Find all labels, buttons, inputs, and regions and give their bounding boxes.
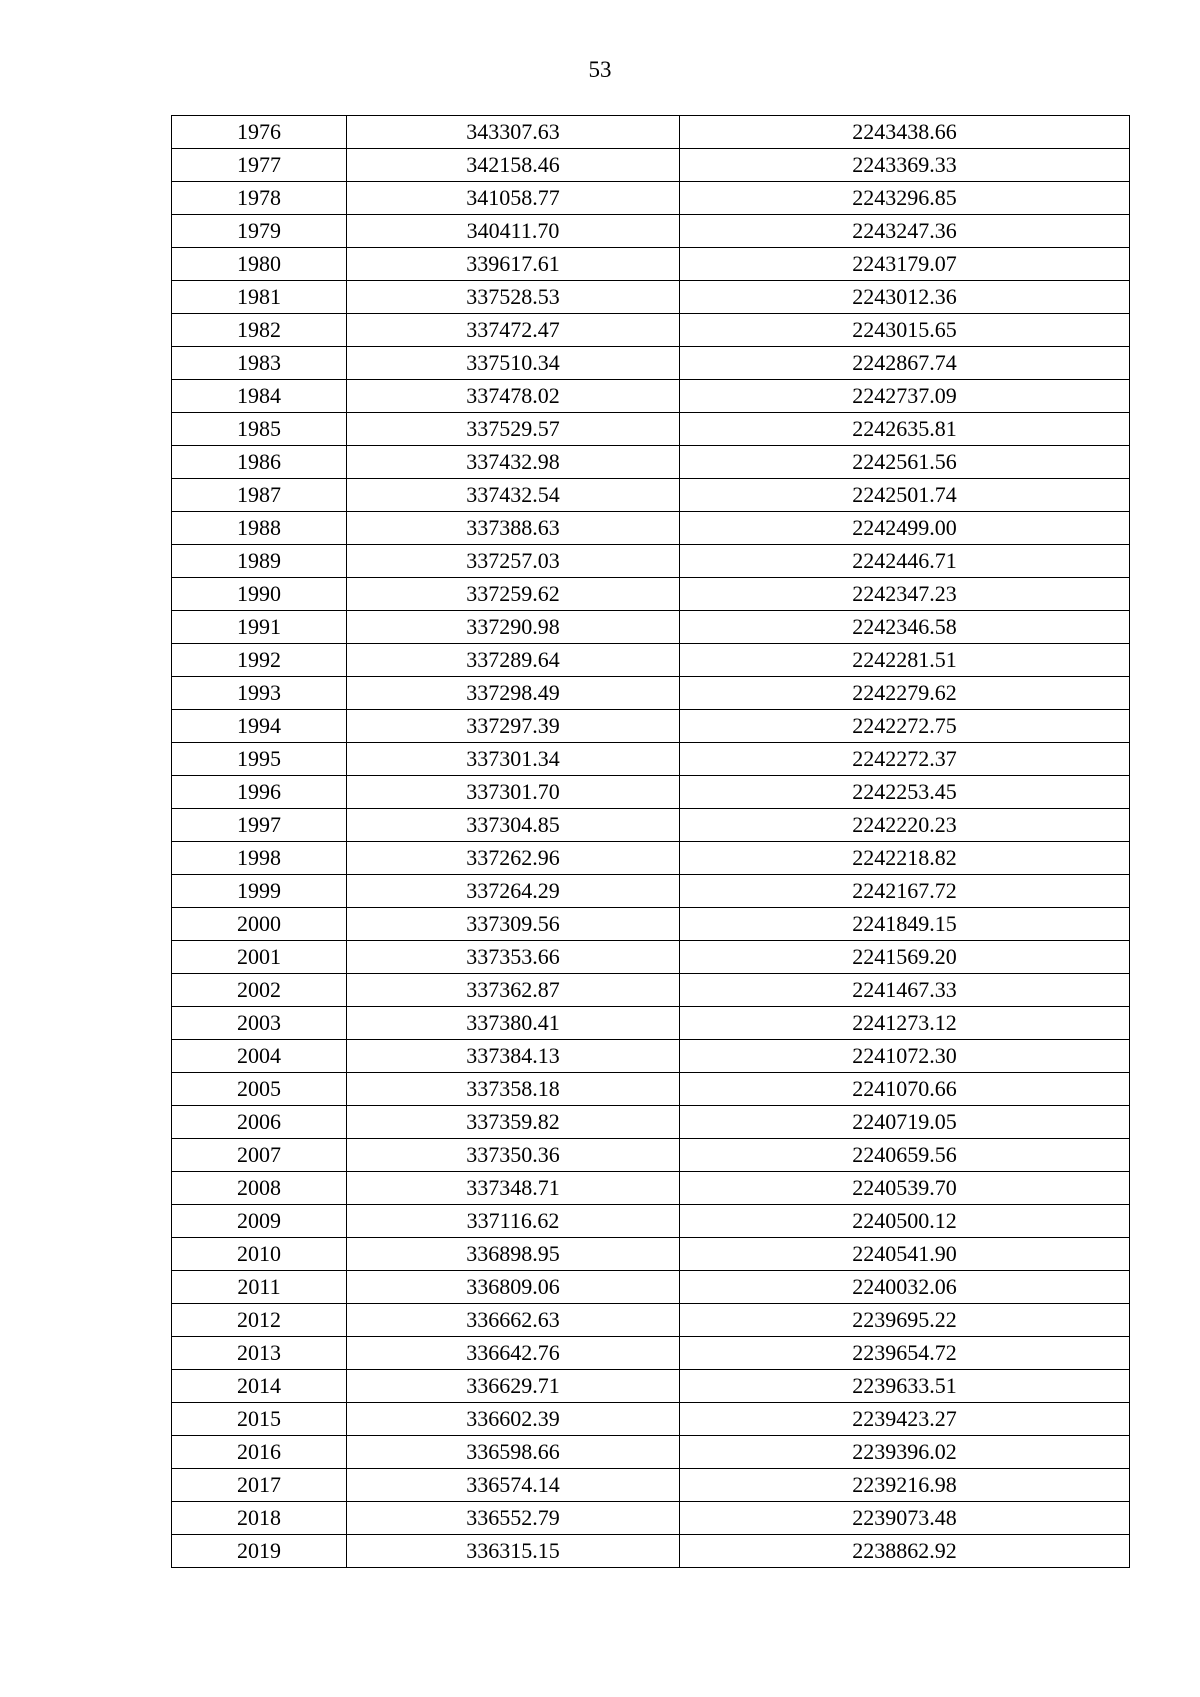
year-cell: 2001 (172, 941, 347, 974)
table-row (172, 281, 1130, 314)
year-cell: 1997 (172, 809, 347, 842)
value-b-cell: 2242501.74 (680, 479, 1130, 512)
value-a-cell: 337290.98 (347, 611, 680, 644)
value-a-cell: 337257.03 (347, 545, 680, 578)
table-row (172, 1007, 1130, 1040)
data-table (171, 115, 1130, 1568)
year-cell: 2010 (172, 1238, 347, 1271)
value-a-cell: 337358.18 (347, 1073, 680, 1106)
value-a-cell: 337362.87 (347, 974, 680, 1007)
year-cell: 1996 (172, 776, 347, 809)
value-b-cell: 2242737.09 (680, 380, 1130, 413)
table-row (172, 875, 1130, 908)
value-a-cell: 336642.76 (347, 1337, 680, 1370)
table-row (172, 842, 1130, 875)
value-b-cell: 2239695.22 (680, 1304, 1130, 1337)
value-a-cell: 337297.39 (347, 710, 680, 743)
table-row (172, 446, 1130, 479)
value-a-cell: 343307.63 (347, 116, 680, 149)
value-b-cell: 2243012.36 (680, 281, 1130, 314)
value-a-cell: 337478.02 (347, 380, 680, 413)
table-row (172, 1337, 1130, 1370)
table-row (172, 314, 1130, 347)
value-a-cell: 337298.49 (347, 677, 680, 710)
year-cell: 1980 (172, 248, 347, 281)
value-b-cell: 2242279.62 (680, 677, 1130, 710)
year-cell: 2011 (172, 1271, 347, 1304)
table-row (172, 1172, 1130, 1205)
table-row (172, 1304, 1130, 1337)
year-cell: 1990 (172, 578, 347, 611)
table-row (172, 611, 1130, 644)
year-cell: 2014 (172, 1370, 347, 1403)
value-b-cell: 2239654.72 (680, 1337, 1130, 1370)
value-a-cell: 336809.06 (347, 1271, 680, 1304)
value-a-cell: 336598.66 (347, 1436, 680, 1469)
year-cell: 2005 (172, 1073, 347, 1106)
year-cell: 2015 (172, 1403, 347, 1436)
value-b-cell: 2242446.71 (680, 545, 1130, 578)
value-b-cell: 2241070.66 (680, 1073, 1130, 1106)
table-row (172, 479, 1130, 512)
table-row (172, 677, 1130, 710)
year-cell: 2002 (172, 974, 347, 1007)
table-row (172, 1469, 1130, 1502)
value-b-cell: 2242635.81 (680, 413, 1130, 446)
value-a-cell: 336629.71 (347, 1370, 680, 1403)
value-b-cell: 2238862.92 (680, 1535, 1130, 1568)
value-b-cell: 2243179.07 (680, 248, 1130, 281)
value-b-cell: 2243247.36 (680, 215, 1130, 248)
table-row (172, 1535, 1130, 1568)
year-cell: 2012 (172, 1304, 347, 1337)
year-cell: 1977 (172, 149, 347, 182)
table-row (172, 215, 1130, 248)
value-b-cell: 2241072.30 (680, 1040, 1130, 1073)
value-a-cell: 341058.77 (347, 182, 680, 215)
value-b-cell: 2241569.20 (680, 941, 1130, 974)
year-cell: 1986 (172, 446, 347, 479)
year-cell: 2013 (172, 1337, 347, 1370)
value-b-cell: 2240541.90 (680, 1238, 1130, 1271)
value-b-cell: 2239633.51 (680, 1370, 1130, 1403)
value-a-cell: 337432.98 (347, 446, 680, 479)
table-row (172, 413, 1130, 446)
table-row (172, 644, 1130, 677)
table-row (172, 182, 1130, 215)
value-b-cell: 2242347.23 (680, 578, 1130, 611)
year-cell: 2008 (172, 1172, 347, 1205)
value-a-cell: 336315.15 (347, 1535, 680, 1568)
year-cell: 2000 (172, 908, 347, 941)
value-a-cell: 336552.79 (347, 1502, 680, 1535)
value-a-cell: 337529.57 (347, 413, 680, 446)
year-cell: 1995 (172, 743, 347, 776)
year-cell: 1993 (172, 677, 347, 710)
table-row (172, 347, 1130, 380)
table-row (172, 1073, 1130, 1106)
year-cell: 1987 (172, 479, 347, 512)
value-a-cell: 336602.39 (347, 1403, 680, 1436)
value-a-cell: 336898.95 (347, 1238, 680, 1271)
value-b-cell: 2241467.33 (680, 974, 1130, 1007)
value-b-cell: 2243438.66 (680, 116, 1130, 149)
value-b-cell: 2242499.00 (680, 512, 1130, 545)
year-cell: 2017 (172, 1469, 347, 1502)
table-row (172, 1040, 1130, 1073)
value-b-cell: 2242253.45 (680, 776, 1130, 809)
table-row (172, 1370, 1130, 1403)
value-b-cell: 2241273.12 (680, 1007, 1130, 1040)
table-row (172, 1436, 1130, 1469)
value-b-cell: 2240659.56 (680, 1139, 1130, 1172)
value-a-cell: 337301.70 (347, 776, 680, 809)
table-row (172, 809, 1130, 842)
table-row (172, 149, 1130, 182)
table-row (172, 974, 1130, 1007)
value-a-cell: 337350.36 (347, 1139, 680, 1172)
value-a-cell: 337380.41 (347, 1007, 680, 1040)
value-b-cell: 2243296.85 (680, 182, 1130, 215)
value-a-cell: 337304.85 (347, 809, 680, 842)
year-cell: 2019 (172, 1535, 347, 1568)
value-b-cell: 2239216.98 (680, 1469, 1130, 1502)
table-row (172, 776, 1130, 809)
value-a-cell: 337301.34 (347, 743, 680, 776)
value-b-cell: 2242281.51 (680, 644, 1130, 677)
value-b-cell: 2243015.65 (680, 314, 1130, 347)
year-cell: 1992 (172, 644, 347, 677)
year-cell: 1994 (172, 710, 347, 743)
year-cell: 1988 (172, 512, 347, 545)
table-row (172, 1205, 1130, 1238)
value-a-cell: 337510.34 (347, 347, 680, 380)
year-cell: 1989 (172, 545, 347, 578)
year-cell: 1985 (172, 413, 347, 446)
table-row (172, 743, 1130, 776)
table-row (172, 1403, 1130, 1436)
value-b-cell: 2239423.27 (680, 1403, 1130, 1436)
value-a-cell: 337472.47 (347, 314, 680, 347)
value-a-cell: 337432.54 (347, 479, 680, 512)
table-row (172, 710, 1130, 743)
year-cell: 1979 (172, 215, 347, 248)
table-row (172, 1502, 1130, 1535)
page-number: 53 (588, 57, 612, 82)
table-body (172, 116, 1130, 1568)
table-row (172, 1106, 1130, 1139)
year-cell: 1991 (172, 611, 347, 644)
value-b-cell: 2242346.58 (680, 611, 1130, 644)
table-row (172, 1271, 1130, 1304)
value-b-cell: 2239073.48 (680, 1502, 1130, 1535)
value-a-cell: 339617.61 (347, 248, 680, 281)
value-b-cell: 2239396.02 (680, 1436, 1130, 1469)
year-cell: 1984 (172, 380, 347, 413)
table-row (172, 512, 1130, 545)
year-cell: 1978 (172, 182, 347, 215)
year-cell: 2007 (172, 1139, 347, 1172)
value-b-cell: 2242218.82 (680, 842, 1130, 875)
value-a-cell: 337262.96 (347, 842, 680, 875)
table-row (172, 545, 1130, 578)
value-b-cell: 2240500.12 (680, 1205, 1130, 1238)
year-cell: 2004 (172, 1040, 347, 1073)
year-cell: 2009 (172, 1205, 347, 1238)
value-a-cell: 337348.71 (347, 1172, 680, 1205)
year-cell: 1982 (172, 314, 347, 347)
value-a-cell: 337388.63 (347, 512, 680, 545)
value-a-cell: 337309.56 (347, 908, 680, 941)
value-b-cell: 2242272.75 (680, 710, 1130, 743)
value-b-cell: 2242220.23 (680, 809, 1130, 842)
value-b-cell: 2241849.15 (680, 908, 1130, 941)
value-a-cell: 337359.82 (347, 1106, 680, 1139)
value-a-cell: 337353.66 (347, 941, 680, 974)
year-cell: 2018 (172, 1502, 347, 1535)
value-a-cell: 337289.64 (347, 644, 680, 677)
value-a-cell: 342158.46 (347, 149, 680, 182)
table-row (172, 1238, 1130, 1271)
value-a-cell: 336574.14 (347, 1469, 680, 1502)
table-row (172, 116, 1130, 149)
year-cell: 2006 (172, 1106, 347, 1139)
value-a-cell: 340411.70 (347, 215, 680, 248)
table-row (172, 380, 1130, 413)
value-a-cell: 336662.63 (347, 1304, 680, 1337)
table-row (172, 578, 1130, 611)
year-cell: 1976 (172, 116, 347, 149)
value-b-cell: 2240032.06 (680, 1271, 1130, 1304)
value-b-cell: 2242561.56 (680, 446, 1130, 479)
year-cell: 1981 (172, 281, 347, 314)
year-cell: 1998 (172, 842, 347, 875)
table-row (172, 941, 1130, 974)
year-cell: 1983 (172, 347, 347, 380)
year-cell: 2016 (172, 1436, 347, 1469)
value-b-cell: 2242867.74 (680, 347, 1130, 380)
value-a-cell: 337264.29 (347, 875, 680, 908)
value-b-cell: 2240719.05 (680, 1106, 1130, 1139)
value-b-cell: 2242272.37 (680, 743, 1130, 776)
value-a-cell: 337259.62 (347, 578, 680, 611)
value-a-cell: 337384.13 (347, 1040, 680, 1073)
value-a-cell: 337528.53 (347, 281, 680, 314)
year-cell: 1999 (172, 875, 347, 908)
value-b-cell: 2242167.72 (680, 875, 1130, 908)
value-b-cell: 2240539.70 (680, 1172, 1130, 1205)
table-row (172, 248, 1130, 281)
value-a-cell: 337116.62 (347, 1205, 680, 1238)
table-row (172, 908, 1130, 941)
table-row (172, 1139, 1130, 1172)
value-b-cell: 2243369.33 (680, 149, 1130, 182)
year-cell: 2003 (172, 1007, 347, 1040)
